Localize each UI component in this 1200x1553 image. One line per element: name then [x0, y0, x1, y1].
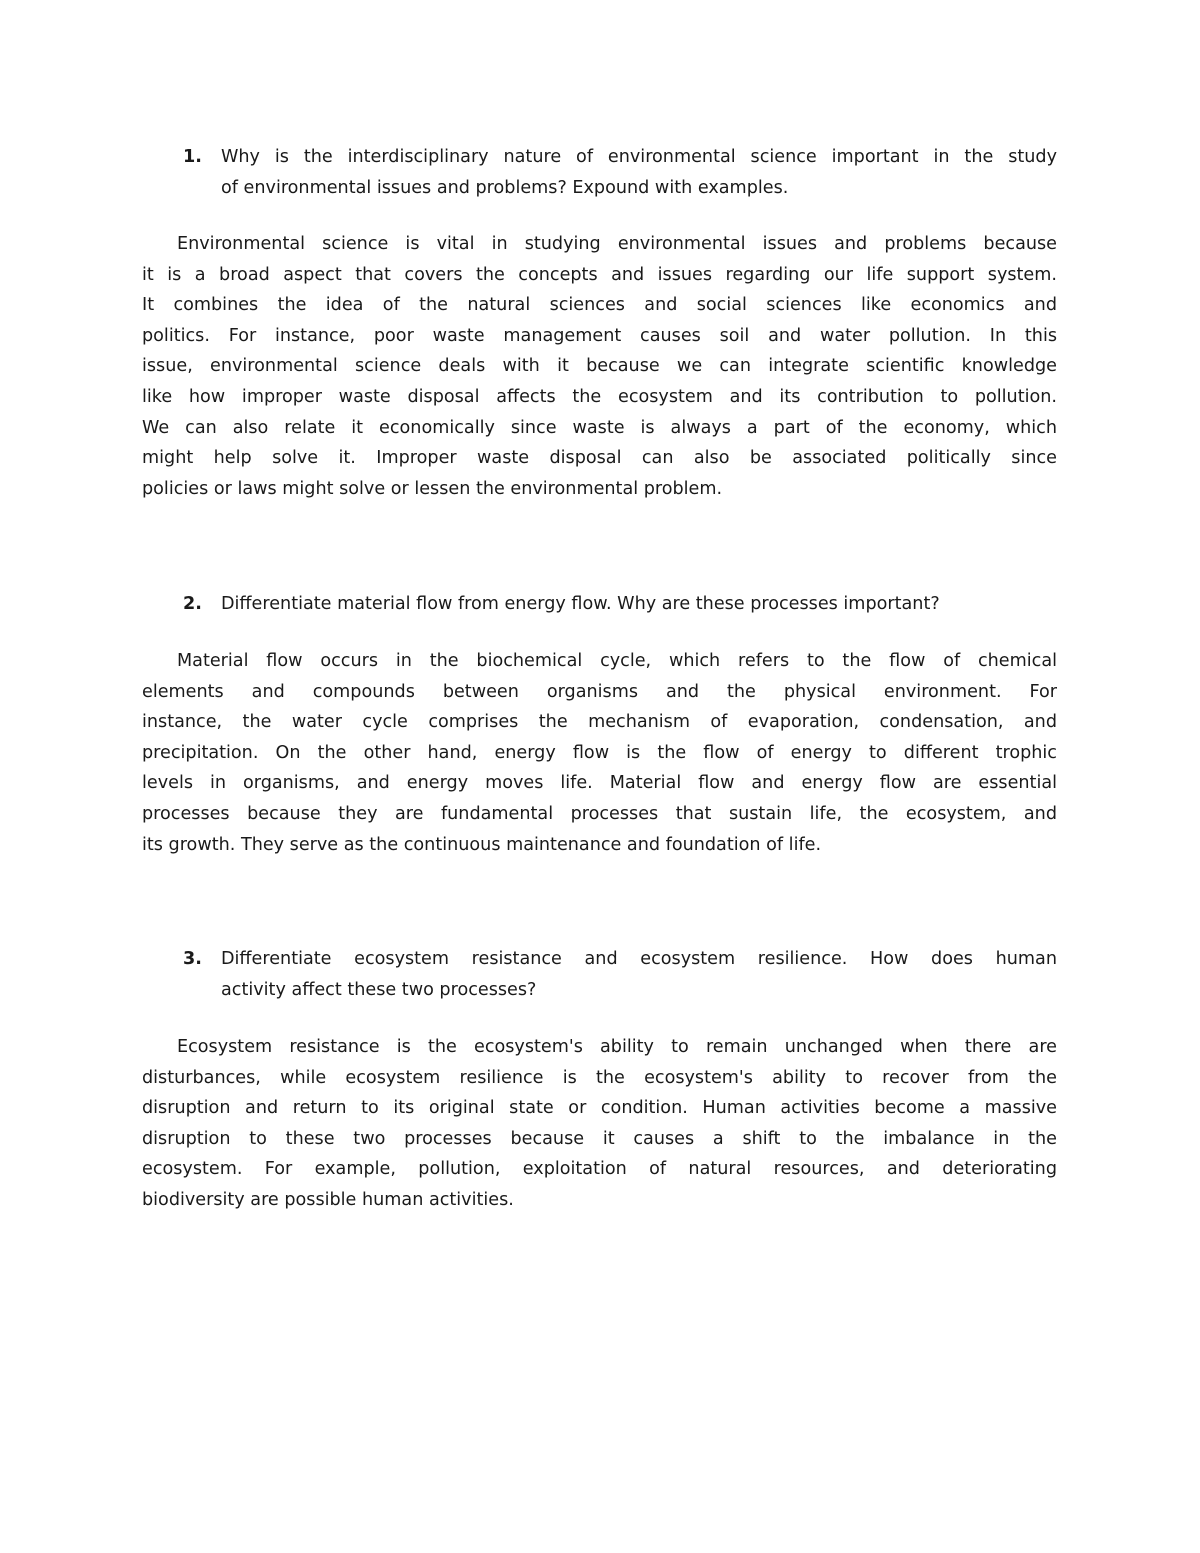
question-line: Why is the interdisciplinary nature of environmental science important in the study — [221, 147, 1057, 167]
answer-line: biodiversity are possible human activities. — [142, 1190, 514, 1210]
answer-line: Environmental science is vital in studying environmental issues and problems because — [177, 234, 1057, 254]
answer-line: instance, the water cycle comprises the mechanism of evaporation, condensation, and — [142, 712, 1057, 733]
answer-line: levels in organisms, and energy moves life. Material flow and energy flow are essential — [142, 773, 1057, 794]
answer-line: We can also relate it economically since waste is always a part of the economy, which — [142, 417, 1057, 438]
answer-line: disturbances, while ecosystem resilience is the ecosystem's ability to recover from the — [142, 1067, 1057, 1088]
question-line: of environmental issues and problems? Expound with examples. — [221, 177, 789, 198]
answer-line: processes because they are fundamental processes that sustain life, the ecosystem, and — [142, 804, 1057, 824]
answer-line: precipitation. On the other hand, energy flow is the flow of energy to different trophic — [142, 742, 1057, 763]
answer-line: politics. For instance, poor waste management causes soil and water pollution. In this — [142, 325, 1057, 346]
answer-line: It combines the idea of the natural sciences and social sciences like economics and — [142, 295, 1057, 316]
question-number: 2. — [183, 594, 202, 614]
answer-line: like how improper waste disposal affects the ecosystem and its contribution to pollution. — [142, 387, 1057, 407]
answer-line: Ecosystem resistance is the ecosystem's ability to remain unchanged when there are — [177, 1037, 1057, 1057]
answer-line: its growth. They serve as the continuous maintenance and foundation of life. — [142, 834, 822, 855]
question-line: Differentiate material flow from energy flow. Why are these processes important? — [221, 594, 940, 614]
answer-line: disruption to these two processes because it causes a shift to the imbalance in the — [142, 1128, 1057, 1149]
answer-line: disruption and return to its original state or condition. Human activities become a massive — [142, 1098, 1057, 1119]
answer-line: it is a broad aspect that covers the concepts and issues regarding our life support system. — [142, 264, 1057, 285]
answer-line: elements and compounds between organisms and the physical environment. For — [142, 681, 1057, 702]
question-number: 3. — [183, 949, 202, 969]
answer-line: ecosystem. For example, pollution, exploitation of natural resources, and deteriorating — [142, 1159, 1057, 1180]
answer-line: issue, environmental science deals with it because we can integrate scientific knowledge — [142, 356, 1057, 377]
question-line: Differentiate ecosystem resistance and ecosystem resilience. How does human — [221, 949, 1057, 969]
answer-line: Material flow occurs in the biochemical cycle, which refers to the flow of chemical — [177, 651, 1057, 671]
answer-line: policies or laws might solve or lessen the environmental problem. — [142, 478, 723, 499]
question-line: activity affect these two processes? — [221, 979, 537, 1000]
answer-line: might help solve it. Improper waste disposal can also be associated politically since — [142, 448, 1057, 469]
question-number: 1. — [183, 147, 202, 167]
